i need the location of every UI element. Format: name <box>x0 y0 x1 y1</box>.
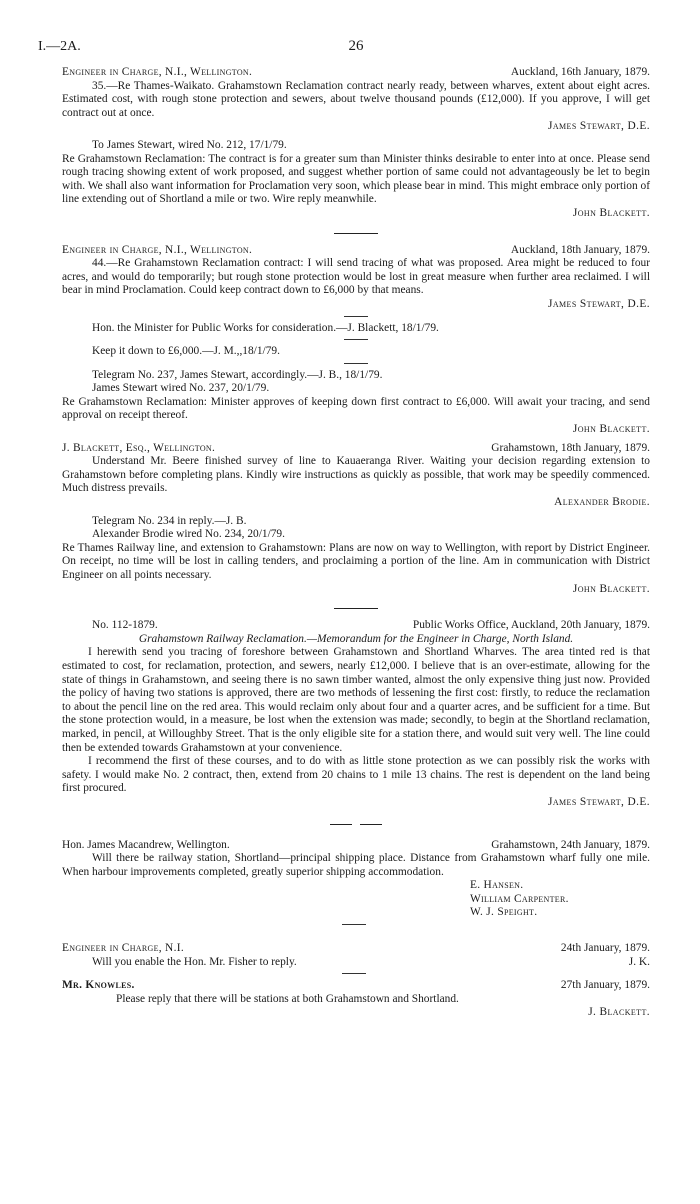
telegram-entry <box>62 442 650 510</box>
memo-paragraph: I herewith send you tracing of foreshore between Grahamstown and Shortland Wharves. The area tinted red is that estimated to cost, for reclamation, protection, and sewers, nearly £12,000. I believe that is an over-estimate, allowing for the state of things in Grahamstown, and seeing there is no sawn timber wanted, almost the only expensive thing just now. Provided the policy of having two stations is approved, there are two methods of lessening the first cost: firstly, to reduce the reclamation to about the pencil line on the red area. This would reclaim only about four and a quarter acres, and be sufficient for a time. But the stone protection would, in a measure, be lost when the extension was made; secondly, to begin at the Shortland reclamation, marked, in pencil, at Willoughby Street. That is the only eligible site for a station there, and would suit very well. The line could then be extended towards Grahamstown at your convenience. <box>62 646 650 754</box>
place-date: Grahamstown, 24th January, 1879. <box>491 838 650 851</box>
signature: William Carpenter. <box>470 892 569 905</box>
place-date: Public Works Office, Auckland, 20th January, 1879. <box>412 619 650 632</box>
signature: John Blackett. <box>572 423 650 436</box>
signature: James Stewart, D.E. <box>548 120 650 133</box>
memo-title: Grahamstown Railway Reclamation.—Memorandum for the Engineer in Charge, North Island. <box>138 632 574 645</box>
divider <box>344 316 368 317</box>
signature: E. Hansen. <box>470 879 524 892</box>
address-line: Hon. James Macandrew, Wellington. <box>62 838 230 851</box>
place-date: 24th January, 1879. <box>560 942 650 955</box>
telegram-body: Please reply that there will be stations at both Grahamstown and Shortland. <box>116 992 459 1005</box>
divider <box>344 363 368 364</box>
divider <box>342 973 366 974</box>
telegram-body: 44.—Re Grahamstown Reclamation contract: I will send tracing of what was proposed. Area might be reduced to four acres, and would do temporarily; but rough stone protection would be lost in great measure when further area reclaimed. I will bear in mind Proclamation. Could keep contract down to £6,000 by that means. <box>62 257 650 297</box>
telegram-body: Re Grahamstown Reclamation: The contract is for a greater sum than Minister thinks desirable to enter into at once. Please send rough tracing showing extent of work proposed, and suggest whether portion of same could not advantageously be let to begin with. We shall also want information for Proclamation very soon, which please bear in mind. This might embrace only portion of line extending out of Shortland a mile or two. Wire reply meanwhile. <box>62 152 651 206</box>
telegram-entry <box>62 942 650 969</box>
address-line: J. Blackett, Esq., Wellington. <box>62 441 216 454</box>
place-date: Grahamstown, 18th January, 1879. <box>491 441 650 454</box>
telegram-entry <box>62 139 650 221</box>
telegram-body: Will there be railway station, Shortland—principal shipping place. Distance from Grahamstown wharf fully one mile. When harbour improvements completed, greatly superior shipping accommodation. <box>62 852 650 878</box>
memorandum-entry <box>62 619 650 809</box>
telegram-body: 35.—Re Thames-Waikato. Grahamstown Reclamation contract nearly ready, between wharves, extent about eight acres. Estimated cost, with rough stone protection and sewers, about twelve thousand pounds (£12,000). If you approve, I will get contract out at once. <box>62 79 650 119</box>
telegram-entry <box>62 979 650 1020</box>
signature: John Blackett. <box>572 582 650 595</box>
signature: Alexander Brodie. <box>554 496 650 509</box>
signature: W. J. Speight. <box>470 906 538 919</box>
double-divider <box>62 824 650 825</box>
memo-number: No. 112-1879. <box>92 619 158 632</box>
telegram-body: Understand Mr. Beere finished survey of line to Kauaeranga River. Waiting your decision regarding extension to Grahamstown before completing plans. Kindly wire instructions as quickly as possible, that work may be speedily commenced. Much distress prevails. <box>62 455 650 495</box>
address-line: Engineer in Charge, N.I. <box>62 942 184 955</box>
address-line: Engineer in Charge, N.I., Wellington. <box>62 243 253 256</box>
signature: J. K. <box>628 955 650 968</box>
section-divider <box>334 608 378 609</box>
signature: James Stewart, D.E. <box>548 297 650 310</box>
place-date: Auckland, 18th January, 1879. <box>510 243 650 256</box>
signature: J. Blackett. <box>588 1006 650 1019</box>
address-line: Mr. Knowles. <box>62 979 135 992</box>
memo-paragraph: I recommend the first of these courses, and to do with as little stone protection as we can possibly risk the works with safety. I would make No. 2 contract, then, extend from 20 chains to 1 mile 13 chains. The rest is dependent on the land being first procured. <box>62 755 650 795</box>
minute-line: James Stewart wired No. 237, 20/1/79. <box>92 382 270 395</box>
telegram-entry <box>62 244 650 312</box>
divider <box>344 339 368 340</box>
page-number: 26 <box>348 38 364 54</box>
place-date: 27th January, 1879. <box>560 979 650 992</box>
signature: John Blackett. <box>572 206 650 219</box>
section-divider <box>334 233 378 234</box>
minute-line: Telegram No. 237, James Stewart, accordingly.—J. B., 18/1/79. <box>92 368 383 381</box>
minute-line: To James Stewart, wired No. 212, 17/1/79. <box>92 138 287 151</box>
telegram-body: Re Thames Railway line, and extension to Grahamstown: Plans are now on way to Wellington, with report by District Engineer. On receipt, no time will be lost in calling tenders, and proclaiming a portion of the line. Am in communication with District Engineer on all points necessary. <box>62 541 650 581</box>
document-reference: I.—2A. <box>38 39 81 54</box>
telegram-entry <box>62 839 650 921</box>
minute-line: Alexander Brodie wired No. 234, 20/1/79. <box>92 528 285 541</box>
minute-line: Hon. the Minister for Public Works for consideration.—J. Blackett, 18/1/79. <box>92 321 439 334</box>
divider <box>342 924 366 925</box>
address-line: Engineer in Charge, N.I., Wellington. <box>62 66 253 78</box>
minute-line: Telegram No. 234 in reply.—J. B. <box>92 514 247 527</box>
telegram-entry <box>62 66 650 134</box>
telegram-entry <box>62 515 650 597</box>
minute-line: Keep it down to £6,000.—J. M.,,18/1/79. <box>92 345 280 358</box>
telegram-body: Re Grahamstown Reclamation: Minister approves of keeping down first contract to £6,000. Will await your tracing, and send approval on receipt thereof. <box>62 395 650 422</box>
signature: James Stewart, D.E. <box>548 795 650 808</box>
telegram-body: Will you enable the Hon. Mr. Fisher to reply. <box>92 955 297 968</box>
telegram-entry <box>62 322 650 437</box>
place-date: Auckland, 16th January, 1879. <box>510 66 650 78</box>
page-header <box>38 38 650 66</box>
